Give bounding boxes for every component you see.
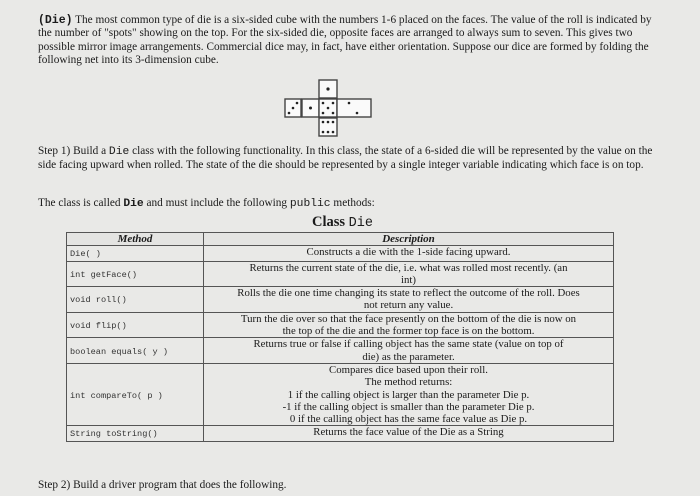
class-name-code: Die [108, 146, 130, 158]
method-signature: int getFace() [67, 261, 204, 287]
table-row [67, 261, 614, 287]
method-description [204, 363, 614, 425]
description-line: Constructs a die with the 1-side facing upward. [306, 246, 511, 259]
step1-paragraph: Step 1) Build a Die class with the following functionality. In this class, the state of a 6-sided die will be represented by the value on the side facing upward when rolled. The state of the die should be represented by a single integer variable indicating which face is on top. [38, 145, 653, 172]
method-column-header: Method [67, 233, 204, 246]
description-line: Compares dice based upon their roll. [329, 363, 488, 376]
description-line: Turn the die over so that the face presently on the bottom of the die is now on [240, 312, 577, 325]
description-line: int) [401, 273, 416, 286]
description-line: the top of the die and the former top face is on the bottom. [282, 325, 535, 338]
table-row [67, 338, 614, 364]
table-row [67, 363, 614, 425]
method-signature: int compareTo( p ) [67, 363, 204, 425]
net-face-right [337, 99, 371, 117]
method-description [204, 261, 614, 287]
method-description [204, 338, 614, 364]
description-line: -1 if the calling object is smaller than the parameter Die p. [282, 400, 535, 413]
die-net-diagram [283, 78, 373, 140]
table-row [67, 426, 614, 441]
description-line: Returns the face value of the Die as a String [313, 426, 504, 439]
method-signature: Die( ) [67, 246, 204, 261]
method-signature: String toString() [67, 426, 204, 441]
public-keyword: public [289, 198, 331, 210]
method-description [204, 287, 614, 313]
description-line: 0 if the calling object has the same face value as Die p. [289, 413, 528, 426]
description-line: The method returns: [364, 376, 453, 389]
description-line: Rolls the die one time changing its state to reflect the outcome of the roll. Does [237, 287, 580, 300]
table-row [67, 246, 614, 261]
description-line: not return any value. [363, 299, 454, 312]
table-row [67, 287, 614, 313]
method-description [204, 312, 614, 338]
intro-paragraph [38, 14, 663, 68]
class-description-line: The class is called Die and must include the following public methods: [38, 197, 375, 210]
methods-table [66, 232, 614, 442]
intro-text: The most common type of die is a six-sided cube with the numbers 1-6 placed on the faces. The value of the roll is indicated by the number of "spots" showing on the top. For the six-sided die, opposite faces are arranged to always sum to seven. This gives two possible mirror image arrangements. Commercial dice may, in fact, have either orientation. Suppose our dice are formed by folding the following net into its 3-dimension cube. [38, 14, 652, 67]
net-face-bottom [319, 118, 337, 136]
description-line: Returns the current state of the die, i.e. what was rolled most recently. (an [249, 261, 568, 274]
table-title: Class Die [312, 214, 373, 231]
description-line: die) as the parameter. [362, 350, 455, 363]
description-column-header: Description [204, 233, 614, 246]
table-header-row [67, 233, 614, 246]
description-line: 1 if the calling object is larger than the parameter Die p. [287, 388, 530, 401]
method-description [204, 246, 614, 261]
description-line: Returns true or false if calling object has the same state (value on top of [253, 338, 564, 351]
step2-paragraph: Step 2) Build a driver program that does the following. [38, 479, 287, 491]
method-signature: boolean equals( y ) [67, 338, 204, 364]
table-row [67, 312, 614, 338]
method-description [204, 426, 614, 441]
method-signature: void flip() [67, 312, 204, 338]
intro-lead: (Die) [38, 14, 73, 27]
method-signature: void roll() [67, 287, 204, 313]
